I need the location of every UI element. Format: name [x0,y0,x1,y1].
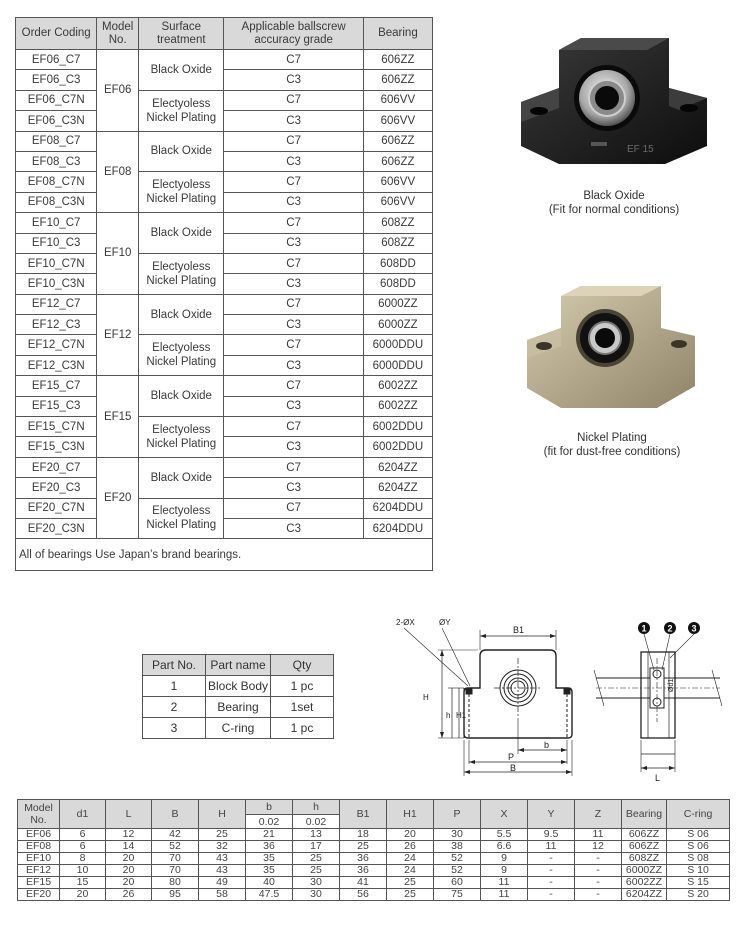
dim-cell: 608ZZ [622,853,667,865]
surface-nickel-line1: Electyoless [152,260,211,273]
dim-cell: 12 [575,841,622,853]
dim-cell: 606ZZ [622,841,667,853]
dim-cell: 15 [60,877,106,889]
dim-cell: 20 [106,853,152,865]
order-row [16,335,433,355]
accuracy-grade-cell: C3 [224,437,363,457]
accuracy-grade-cell: C3 [224,315,363,335]
dim-cell: 21 [246,829,293,841]
model-no-cell: EF12 [97,294,139,376]
dim-cell: - [528,877,575,889]
dim-cell: - [528,853,575,865]
header-p: P [434,800,481,829]
order-row [16,50,433,70]
dim-cell: 6002ZZ [622,877,667,889]
accuracy-grade-cell: C7 [224,457,363,477]
dim-cell: 10 [60,865,106,877]
order-code-cell: EF10_C7 [16,213,97,233]
part-row [143,676,334,697]
header-x: X [481,800,528,829]
surface-black-oxide-cell: Black Oxide [139,294,224,335]
dim-cell: 20 [106,865,152,877]
nickel-plating-caption [520,431,704,459]
dim-row [18,865,730,877]
surface-nickel-line2: Nickel Plating [146,274,217,287]
surface-nickel-line1: Electyoless [152,179,211,192]
header-l: L [106,800,152,829]
dim-cell: 9 [481,865,528,877]
order-row [16,70,433,90]
dim-cell: 75 [434,889,481,901]
order-row [16,457,433,477]
dim-cell: 43 [199,865,246,877]
header-part-name: Part name [206,655,271,676]
order-code-cell: EF15_C7N [16,417,97,437]
order-row [16,233,433,253]
accuracy-grade-cell: C7 [224,131,363,151]
surface-black-oxide-cell: Black Oxide [139,213,224,254]
accuracy-grade-cell: C7 [224,498,363,518]
dim-row [18,889,730,901]
dim-cell: 36 [340,865,387,877]
black-oxide-caption-title: Black Oxide [583,190,645,202]
accuracy-grade-cell: C7 [224,376,363,396]
svg-text:1: 1 [641,623,647,634]
order-row [16,151,433,171]
dim-cell: EF20 [18,889,60,901]
surface-nickel-cell [139,172,224,213]
surface-nickel-line2: Nickel Plating [146,437,217,450]
surface-nickel-line2: Nickel Plating [146,519,217,532]
header-model-no: Model No. [18,800,60,829]
part-list-table [142,654,334,739]
accuracy-grade-cell: C7 [224,294,363,314]
header-c-ring: C-ring [667,800,730,829]
dim-cell: 56 [340,889,387,901]
order-code-cell: EF06_C3 [16,70,97,90]
order-table-body [16,50,433,539]
surface-black-oxide-cell: Black Oxide [139,131,224,172]
dim-cell: S 20 [667,889,730,901]
bearing-cell: 608ZZ [363,213,432,233]
bearing-cell: 6000ZZ [363,294,432,314]
header-order-coding: Order Coding [16,18,97,50]
dim-cell: 80 [152,877,199,889]
bearing-cell: 606ZZ [363,50,432,70]
surface-black-oxide-cell: Black Oxide [139,457,224,498]
surface-nickel-cell [139,90,224,131]
svg-text:3: 3 [691,623,697,634]
dim-cell: 47.5 [246,889,293,901]
dim-cell: - [575,877,622,889]
dim-cell: 32 [199,841,246,853]
order-code-cell: EF15_C7 [16,376,97,396]
dim-cell: S 15 [667,877,730,889]
dim-cell: 12 [106,829,152,841]
order-code-cell: EF15_C3N [16,437,97,457]
qty-cell: 1set [271,697,334,718]
part-table-body [143,676,334,739]
surface-nickel-cell [139,335,224,376]
dim-cell: 35 [246,865,293,877]
bearing-note: All of bearings Use Japan’s brand bearings. [16,539,433,571]
order-code-cell: EF06_C7 [16,50,97,70]
dim-cell: 8 [60,853,106,865]
dim-cell: 20 [387,829,434,841]
dim-cell: 41 [340,877,387,889]
order-row [16,478,433,498]
surface-nickel-line1: Electyoless [152,423,211,436]
dim-cell: S 08 [667,853,730,865]
dim-cell: 43 [199,853,246,865]
order-code-cell: EF08_C3 [16,151,97,171]
order-row [16,90,433,110]
surface-nickel-line2: Nickel Plating [146,111,217,124]
dim-cell: 36 [340,853,387,865]
dim-cell: 52 [434,853,481,865]
dim-cell: 42 [152,829,199,841]
l-label: L [655,773,661,782]
order-row [16,192,433,212]
dim-cell: 35 [246,853,293,865]
dim-cell: 6000ZZ [622,865,667,877]
accuracy-grade-cell: C7 [224,172,363,192]
order-row [16,355,433,375]
dim-cell: 9.5 [528,829,575,841]
surface-nickel-line2: Nickel Plating [146,356,217,369]
part-row [143,697,334,718]
surface-nickel-line1: Electyoless [152,505,211,518]
dim-cell: - [575,865,622,877]
dim-row [18,841,730,853]
bearing-cell: 6204DDU [363,518,432,538]
dim-cell: 36 [246,841,293,853]
dim-cell: EF06 [18,829,60,841]
dim-row [18,853,730,865]
dim-cell: EF12 [18,865,60,877]
order-code-cell: EF10_C7N [16,253,97,273]
order-row [16,131,433,151]
part-no-cell: 3 [143,718,206,739]
dim-cell: 52 [152,841,199,853]
callout-2-icon [664,622,676,634]
model-no-cell: EF15 [97,376,139,458]
svg-text:2: 2 [667,623,673,634]
dim-cell: 60 [434,877,481,889]
order-row [16,315,433,335]
block-stamp-text: EF 15 [627,144,654,155]
accuracy-grade-cell: C3 [224,396,363,416]
dim-cell: 52 [434,865,481,877]
header-bearing: Bearing [363,18,432,50]
order-row [16,498,433,518]
bearing-cell: 606ZZ [363,151,432,171]
order-code-cell: EF12_C7N [16,335,97,355]
order-code-cell: EF12_C7 [16,294,97,314]
tolerance-b: 0.02 [246,815,293,829]
bearing-cell: 608DD [363,253,432,273]
surface-black-oxide-cell: Black Oxide [139,376,224,417]
part-no-cell: 1 [143,676,206,697]
part-name-cell: C-ring [206,718,271,739]
order-code-cell: EF10_C3N [16,274,97,294]
bearing-cell: 6204ZZ [363,457,432,477]
header-d1: d1 [60,800,106,829]
dim-cell: - [575,889,622,901]
bearing-cell: 6000DDU [363,355,432,375]
holes-label: 2-ØX [396,618,415,627]
bearing-cell: 6204DDU [363,498,432,518]
dim-cell: 6204ZZ [622,889,667,901]
dim-cell: 30 [293,889,340,901]
bearing-cell: 608DD [363,274,432,294]
dim-table-header-row [18,800,730,815]
order-code-cell: EF20_C3N [16,518,97,538]
accuracy-grade-cell: C3 [224,518,363,538]
order-code-cell: EF20_C3 [16,478,97,498]
bearing-cell: 606VV [363,172,432,192]
nickel-plating-caption-note: (fit for dust-free conditions) [543,446,681,458]
dimensions-table-body [18,829,730,901]
dim-cell: 70 [152,853,199,865]
surface-nickel-cell [139,498,224,539]
bearing-cell: 6002ZZ [363,376,432,396]
order-coding-table [15,17,433,571]
dim-cell: 13 [293,829,340,841]
bearing-cell: 606VV [363,192,432,212]
bearing-cell: 606ZZ [363,131,432,151]
dim-cell: 25 [387,889,434,901]
dim-cell: 6 [60,841,106,853]
order-row [16,253,433,273]
part-row [143,718,334,739]
dim-cell: - [528,865,575,877]
h-label: H [423,693,429,702]
dim-cell: - [575,853,622,865]
black-oxide-caption-note: (Fit for normal conditions) [548,204,680,216]
dim-cell: S 06 [667,829,730,841]
header-qty: Qty [271,655,334,676]
h-small-label: h [446,711,451,720]
header-accuracy-grade: Applicable ballscrew accuracy grade [224,18,363,50]
nickel-plating-caption-title: Nickel Plating [577,432,647,444]
order-code-cell: EF20_C7N [16,498,97,518]
dim-cell: 24 [387,853,434,865]
part-no-cell: 2 [143,697,206,718]
d1-label: Ød1 [668,678,675,692]
bearing-cell: 606VV [363,111,432,131]
order-code-cell: EF08_C7 [16,131,97,151]
order-row [16,518,433,538]
accuracy-grade-cell: C3 [224,233,363,253]
surface-black-oxide-cell: Black Oxide [139,50,224,91]
dim-cell: 49 [199,877,246,889]
dim-cell: - [528,889,575,901]
dim-row [18,829,730,841]
callout-1-icon [638,622,650,634]
dim-cell: 6 [60,829,106,841]
accuracy-grade-cell: C3 [224,355,363,375]
accuracy-grade-cell: C3 [224,274,363,294]
dim-cell: 9 [481,853,528,865]
accuracy-grade-cell: C7 [224,50,363,70]
dim-cell: 11 [481,877,528,889]
order-row [16,274,433,294]
order-table-header-row [16,18,433,50]
order-code-cell: EF08_C7N [16,172,97,192]
dim-cell: 18 [340,829,387,841]
qty-cell: 1 pc [271,718,334,739]
order-code-cell: EF20_C7 [16,457,97,477]
qty-cell: 1 pc [271,676,334,697]
dim-cell: 58 [199,889,246,901]
dim-cell: 25 [340,841,387,853]
header-model-no: Model No. [97,18,139,50]
order-row [16,213,433,233]
dim-cell: 14 [106,841,152,853]
part-table-header-row [143,655,334,676]
header-h: H [199,800,246,829]
accuracy-grade-cell: C7 [224,253,363,273]
b-label: B [510,763,517,773]
bearing-cell: 608ZZ [363,233,432,253]
y-label: ØY [439,618,451,627]
bearing-cell: 6002DDU [363,437,432,457]
dim-cell: 17 [293,841,340,853]
bearing-cell: 606VV [363,90,432,110]
callout-3-icon [688,622,700,634]
nickel-plating-block-photo [525,284,697,412]
dimensions-table [17,799,730,901]
b-small-label: b [544,740,550,750]
bearing-cell: 6000ZZ [363,315,432,335]
part-name-cell: Block Body [206,676,271,697]
header-b: B [152,800,199,829]
order-row [16,437,433,457]
surface-nickel-line2: Nickel Plating [146,193,217,206]
header-surface-treatment: Surface treatment [139,18,224,50]
dim-cell: 20 [106,877,152,889]
dim-row [18,877,730,889]
surface-nickel-line1: Electyoless [152,342,211,355]
dim-cell: EF10 [18,853,60,865]
p-label: P [508,752,515,762]
dim-cell: EF15 [18,877,60,889]
order-code-cell: EF12_C3N [16,355,97,375]
header-y: Y [528,800,575,829]
order-code-cell: EF12_C3 [16,315,97,335]
accuracy-grade-cell: C3 [224,70,363,90]
header-bearing: Bearing [622,800,667,829]
dim-cell: 11 [528,841,575,853]
dim-cell: 38 [434,841,481,853]
model-no-cell: EF08 [97,131,139,213]
dim-cell: 70 [152,865,199,877]
part-name-cell: Bearing [206,697,271,718]
order-code-cell: EF15_C3 [16,396,97,416]
b1-label: B1 [513,625,525,635]
order-row [16,376,433,396]
order-code-cell: EF06_C7N [16,90,97,110]
header-b1: B1 [340,800,387,829]
h1-label: H1 [456,711,467,720]
dim-cell: 26 [106,889,152,901]
dim-cell: S 10 [667,865,730,877]
header-b-small: b [246,800,293,815]
order-row [16,172,433,192]
surface-nickel-cell [139,417,224,458]
model-no-cell: EF20 [97,457,139,539]
bearing-cell: 6000DDU [363,335,432,355]
order-row [16,111,433,131]
accuracy-grade-cell: C7 [224,417,363,437]
dim-cell: 30 [434,829,481,841]
dim-cell: EF08 [18,841,60,853]
order-code-cell: EF10_C3 [16,233,97,253]
accuracy-grade-cell: C3 [224,478,363,498]
model-no-cell: EF10 [97,213,139,295]
header-z: Z [575,800,622,829]
dim-cell: 95 [152,889,199,901]
header-h-small: h [293,800,340,815]
dimension-drawing [382,612,730,782]
dim-cell: 40 [246,877,293,889]
dim-cell: 606ZZ [622,829,667,841]
dim-cell: 24 [387,865,434,877]
dim-cell: 26 [387,841,434,853]
model-no-cell: EF06 [97,50,139,132]
dim-cell: 25 [293,853,340,865]
dim-cell: 11 [575,829,622,841]
accuracy-grade-cell: C3 [224,151,363,171]
dim-cell: S 06 [667,841,730,853]
surface-nickel-line1: Electyoless [152,97,211,110]
bearing-cell: 6002ZZ [363,396,432,416]
black-oxide-block-photo [519,36,711,170]
accuracy-grade-cell: C3 [224,192,363,212]
black-oxide-caption [524,189,704,217]
accuracy-grade-cell: C7 [224,213,363,233]
dim-cell: 30 [293,877,340,889]
bearing-cell: 6002DDU [363,417,432,437]
header-h1: H1 [387,800,434,829]
dim-cell: 6.6 [481,841,528,853]
dim-cell: 25 [293,865,340,877]
bearing-cell: 6204ZZ [363,478,432,498]
dim-cell: 11 [481,889,528,901]
order-code-cell: EF08_C3N [16,192,97,212]
dim-cell: 5.5 [481,829,528,841]
dim-cell: 20 [60,889,106,901]
dim-cell: 25 [199,829,246,841]
dim-cell: 25 [387,877,434,889]
accuracy-grade-cell: C7 [224,335,363,355]
surface-nickel-cell [139,253,224,294]
order-row [16,417,433,437]
order-code-cell: EF06_C3N [16,111,97,131]
order-row [16,396,433,416]
tolerance-h: 0.02 [293,815,340,829]
note-row [16,539,433,571]
accuracy-grade-cell: C7 [224,90,363,110]
header-part-no: Part No. [143,655,206,676]
bearing-cell: 606ZZ [363,70,432,90]
order-row [16,294,433,314]
accuracy-grade-cell: C3 [224,111,363,131]
